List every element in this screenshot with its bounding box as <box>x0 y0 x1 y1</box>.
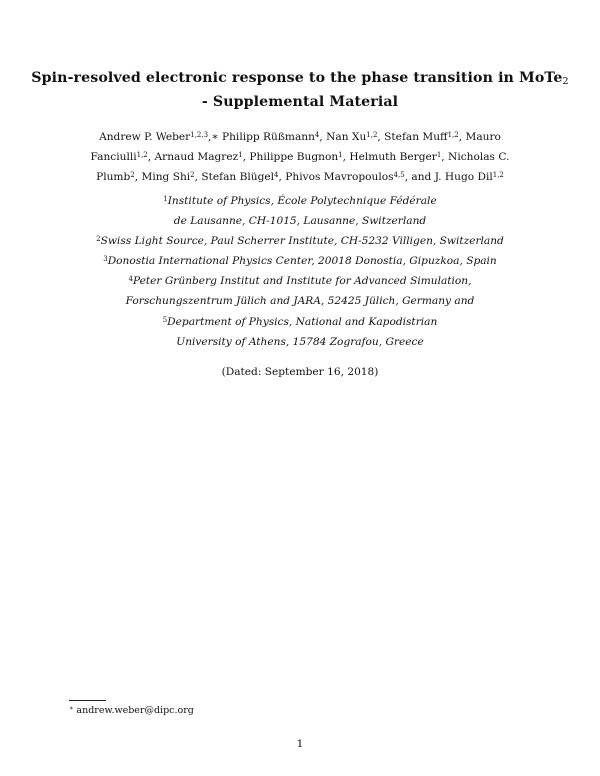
author-line <box>0 167 600 187</box>
author-name: Stefan Blügel <box>201 171 275 184</box>
footnote-email: andrew.weber@dipc.org <box>76 705 194 716</box>
author-name: Arnaud Magrez <box>154 151 239 164</box>
affiliation-text: Swiss Light Source, Paul Scherrer Institute, CH-5232 Villigen, Switzerland <box>100 235 504 248</box>
affiliation-line <box>0 332 600 352</box>
affiliation-number: 3 <box>103 255 108 264</box>
author-affiliation-mark: 4 <box>314 131 320 139</box>
author-separator: , <box>194 171 202 184</box>
author-affiliation-mark: 1 <box>338 151 343 160</box>
title-line-1: Spin-resolved electronic response to the phase transition in MoTe$_2$ <box>31 70 569 87</box>
affiliation-text: Forschungszentrum Jülich and JARA, 52425 Jülich, Germany and <box>125 295 475 308</box>
author-name: Nicholas C. <box>448 151 510 164</box>
author-separator: , <box>458 131 466 143</box>
affiliation-text: Institute of Physics, École Polytechnique Fédérale <box>167 195 437 207</box>
dated-line: (Dated: September 16, 2018) <box>221 366 379 378</box>
affiliation-line <box>0 271 600 291</box>
author-separator: , <box>342 151 350 164</box>
author-name: Nan Xu <box>326 131 367 143</box>
affiliation-number: 5 <box>162 315 168 324</box>
author-name: Ming Shi <box>141 171 191 184</box>
affiliation-text: University of Athens, 15784 Zografou, Greece <box>176 335 424 348</box>
author-separator: , <box>147 151 155 164</box>
affiliation-number: 4 <box>128 275 133 284</box>
author-separator: , <box>441 151 449 164</box>
affiliation-text: de Lausanne, CH-1015, Lausanne, Switzerland <box>173 215 427 228</box>
author-affiliation-mark: 1,2 <box>136 151 148 160</box>
affiliation-line <box>0 191 600 211</box>
author-affiliation-mark: 1,2 <box>366 131 378 139</box>
affiliation-text: Peter Grünberg Institut and Institute for Advanced Simulation, <box>132 275 472 288</box>
author-name: Mauro <box>465 131 501 143</box>
title-line-2: - Supplemental Material <box>201 94 399 110</box>
author-affiliation-mark: 1,2,3 <box>190 131 209 139</box>
author-name: J. Hugo Dil <box>434 171 493 184</box>
author-affiliation-mark: 1 <box>238 151 243 160</box>
author-affiliation-mark: 4 <box>274 171 279 180</box>
affiliation-line <box>0 231 600 251</box>
author-separator: , <box>377 131 385 143</box>
affiliation-line <box>0 312 600 332</box>
affiliation-line <box>0 291 600 311</box>
affiliation-number: 1 <box>163 195 168 203</box>
paper-title <box>0 66 600 114</box>
author-affiliation-mark: 2 <box>190 171 195 180</box>
author-affiliation-mark: 1,2 <box>492 171 504 180</box>
affiliation-list <box>0 191 600 352</box>
author-affiliation-mark: 1,2 <box>447 131 459 139</box>
author-separator: ,∗ <box>208 131 222 143</box>
footnote <box>69 704 194 718</box>
affiliation-number: 2 <box>96 235 101 244</box>
affiliation-line <box>0 211 600 231</box>
author-name: Andrew P. Weber <box>99 131 191 143</box>
affiliation-text: Donostia International Physics Center, 20018 Donostia, Gipuzkoa, Spain <box>107 255 497 268</box>
author-line <box>0 127 600 147</box>
author-name: Stefan Muff <box>384 131 448 143</box>
title-subscript: 2 <box>562 76 569 87</box>
affiliation-line <box>0 251 600 271</box>
author-name: Philippe Bugnon <box>249 151 339 164</box>
author-name: Helmuth Berger <box>349 151 437 164</box>
author-name: Plumb <box>96 171 131 184</box>
author-list <box>0 127 600 188</box>
author-line <box>0 147 600 167</box>
affiliation-text: Department of Physics, National and Kapodistrian <box>167 315 438 328</box>
author-name: Phivos Mavropoulos <box>285 171 394 184</box>
page-number: 1 <box>296 738 304 750</box>
author-separator: , <box>278 171 286 184</box>
author-separator: , <box>319 131 327 143</box>
author-affiliation-mark: 2 <box>130 171 135 180</box>
author-affiliation-mark: 4,5 <box>393 171 405 180</box>
author-separator: , <box>134 171 142 184</box>
author-affiliation-mark: 1 <box>436 151 442 160</box>
author-name: Fanciulli <box>90 151 137 164</box>
footnote-mark: ∗ <box>69 704 74 712</box>
author-name: Philipp Rüßmann <box>221 131 315 143</box>
author-separator: , <box>242 151 250 164</box>
footnote-rule <box>69 700 106 701</box>
author-separator: , and <box>404 171 435 184</box>
